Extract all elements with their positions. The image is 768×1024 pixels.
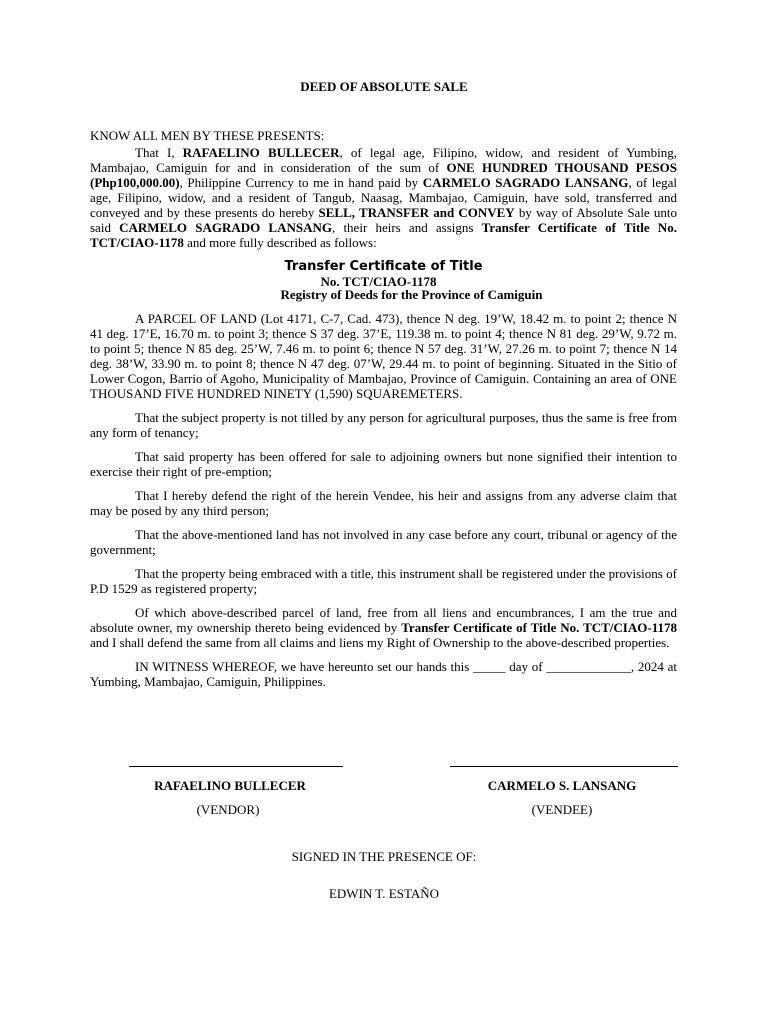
clause-pre-emption: That said property has been offered for sale to adjoining owners but none signified their intention to exercise their right of pre-emption;	[90, 449, 677, 479]
vendee-name-bold: CARMELO SAGRADO LANSANG	[422, 175, 629, 190]
ownership-text-2: and I shall defend the same from all claims and liens my Right of Ownership to the above-described properties.	[90, 635, 670, 650]
ownership-paragraph	[90, 605, 677, 650]
certificate-number: No. TCT/CIAO-1178	[320, 274, 437, 289]
title-ref-bold: Transfer Certificate of Title No. TCT/CIAO-1178	[90, 220, 678, 250]
sale-text-5: by way of Absolute Sale unto said	[90, 205, 677, 235]
convey-bold: SELL, TRANSFER and CONVEY	[318, 205, 515, 220]
witness-name: EDWIN T. ESTAÑO	[328, 886, 440, 901]
vendor-role: (VENDOR)	[196, 802, 260, 817]
witness-whereof-paragraph: IN WITNESS WHEREOF, we have hereunto set our hands this _____ day of _____________, 2024 at Yumbing, Mambajao, Camiguin, Philippines.	[90, 659, 677, 689]
clause-no-case: That the above-mentioned land has not involved in any case before any court, tribunal or agency of the government;	[90, 527, 677, 557]
sale-paragraph	[90, 145, 677, 250]
document-title: DEED OF ABSOLUTE SALE	[300, 79, 468, 94]
clause-no-tenancy: That the subject property is not tilled by any person for agricultural purposes, thus the same is free from any form of tenancy;	[90, 410, 677, 440]
intro-line: KNOW ALL MEN BY THESE PRESENTS:	[90, 128, 325, 143]
clause-registration: That the property being embraced with a title, this instrument shall be registered under the provisions of P.D 1529 as registered property;	[90, 566, 677, 596]
ownership-title-bold: Transfer Certificate of Title No. TCT/CIAO-1178	[401, 620, 677, 635]
certificate-block	[90, 259, 677, 302]
sale-text-2: , of legal age, Filipino, widow, and resident of Yumbing, Mambajao, Camiguin for and in consideration of the sum of	[90, 145, 678, 175]
vendee-name: CARMELO S. LANSANG	[487, 778, 637, 793]
sale-text-1: That I,	[135, 145, 183, 160]
vendee-name-bold-2: CARMELO SAGRADO LANSANG	[119, 220, 332, 235]
vendee-role: (VENDEE)	[531, 802, 593, 817]
certificate-registry: Registry of Deeds for the Province of Camiguin	[280, 287, 543, 302]
vendee-signature-line	[450, 766, 678, 767]
sale-text-3: , Philippine Currency to me in hand paid by	[179, 175, 423, 190]
sale-text-7: and more fully described as follows:	[183, 235, 377, 250]
document-body	[90, 128, 677, 698]
price-bold: ONE HUNDRED THOUSAND PESOS (Php100,000.00)	[90, 160, 677, 190]
vendor-name-bold: RAFAELINO BULLECER	[182, 145, 340, 160]
ownership-text-1: Of which above-described parcel of land, free from all liens and encumbrances, I am the true and absolute owner, my ownership thereto being evidenced by	[90, 605, 677, 635]
parcel-description: A PARCEL OF LAND (Lot 4171, C-7, Cad. 473), thence N deg. 19’W, 18.42 m. to point 2; thence N 41 deg. 17’E, 16.70 m. to point 3; thence S 37 deg. 37’E, 119.38 m. to point 4; thence N 81 deg. 29’W, 9.72 m. to point 5; thence N 85 deg. 25’W, 7.46 m. to point 6; thence N 57 deg. 31’W, 27.26 m. to point 7; thence N 14 deg. 38’W, 33.90 m. to point 8; thence N 47 deg. 07’W, 29.44 m. to point of beginning. Situated in the Sitio of Lower Cogon, Barrio of Agoho, Municipality of Mambajao, Province of Camiguin. Containing an area of ONE THOUSAND FIVE HUNDRED NINETY (1,590) SQUAREMETERS.	[90, 311, 677, 401]
vendor-name: RAFAELINO BULLECER	[154, 778, 306, 793]
clause-defend-right: That I hereby defend the right of the herein Vendee, his heir and assigns from any adverse claim that may be posed by any third person;	[90, 488, 677, 518]
certificate-heading: Transfer Certificate of Title	[284, 259, 483, 274]
vendor-signature-line	[129, 766, 343, 767]
sale-text-4: , of legal age, Filipino, widow, and a resident of Tangub, Naasag, Mambajao, Camiguin, have sold, transferred and conveyed and by these presents do hereby	[90, 175, 678, 220]
sale-text-6: , their heirs and assigns	[332, 220, 482, 235]
presence-heading: SIGNED IN THE PRESENCE OF:	[291, 849, 477, 864]
